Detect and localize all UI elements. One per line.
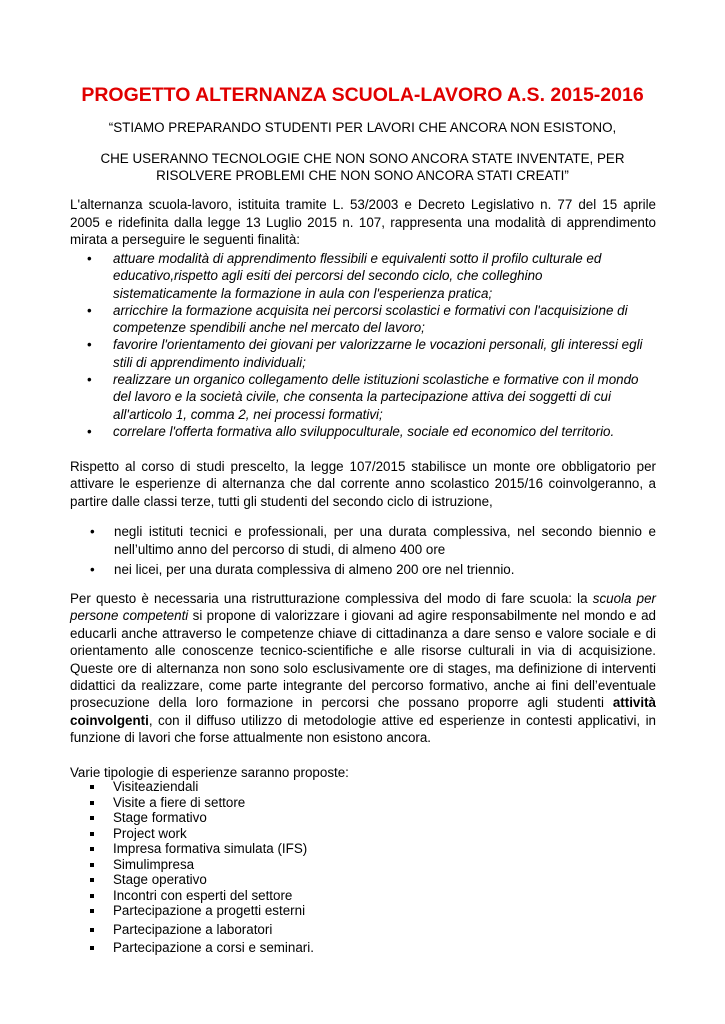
text-span: Per questo è necessaria una ristrutturazione complessiva del modo di fare scuola: la bbox=[70, 591, 593, 606]
approach-paragraph bbox=[70, 590, 656, 747]
quote-line-1: “STIAMO PREPARANDO STUDENTI PER LAVORI CHE ANCORA NON ESISTONO, bbox=[108, 120, 617, 135]
list-item: • realizzare un organico collegamento delle istituzioni scolastiche e formative con il mondo del lavoro e la società civile, che consenta la partecipazione attiva dei soggetti di cui all'articolo 1, comma 2, nei processi formativi; bbox=[87, 371, 647, 423]
list-item: Incontri con esperti del settore bbox=[88, 888, 648, 904]
list-item: Partecipazione a laboratori bbox=[88, 922, 648, 938]
list-item: • attuare modalità di apprendimento flessibili e equivalenti sotto il profilo culturale ed educativo,rispetto agli esiti dei percorsi del secondo ciclo, che colleghino sistematicamente la formazione in aula con l'esperienza pratica; bbox=[87, 250, 647, 302]
list-item: Simulimpresa bbox=[88, 857, 648, 873]
list-item: • correlare l'offerta formativa allo sviluppoculturale, sociale ed economico del territorio. bbox=[87, 423, 647, 440]
list-item: Partecipazione a corsi e seminari. bbox=[88, 940, 648, 956]
experiences-list bbox=[88, 779, 648, 956]
document-title: PROGETTO ALTERNANZA SCUOLA-LAVORO A.S. 2015-2016 bbox=[81, 84, 644, 106]
intro-paragraph: L'alternanza scuola-lavoro, istituita tramite L. 53/2003 e Decreto Legislativo n. 77 del 15 aprile 2005 e ridefinita dalla legge 13 Luglio 2015 n. 107, rappresenta una modalità di apprendimento mirata a perseguire le seguenti finalità: bbox=[70, 197, 656, 248]
text-span: si propone di valorizzare i giovani ad agire responsabilmente nel mondo e ad educarli anche attraverso le competenze chiave di cittadinanza a dare senso e valore sociale e di orientamento alle conoscenze tecnico-scientifiche e alle risorse culturali in via di acquisizione. Queste ore di alternanza non sono solo esclusivamente ore di stages, ma definizione di interventi didattici da realizzare, come parte integrante del percorso formativo, anche ai fini dell’eventuale prosecuzione della loro formazione in percorsi che possano proporre agli studenti bbox=[70, 608, 656, 711]
italic-phrase: scuola per persone competenti bbox=[70, 591, 656, 624]
list-item: • arricchire la formazione acquisita nei percorsi scolastici e formativi con l'acquisizione di competenze spendibili anche nel mercato del lavoro; bbox=[87, 302, 647, 337]
list-item: Partecipazione a progetti esterni bbox=[88, 903, 648, 919]
experiences-intro: Varie tipologie di esperienze saranno proposte: bbox=[70, 765, 349, 780]
hours-list bbox=[88, 523, 656, 579]
list-item: • negli istituti tecnici e professionali, per una durata complessiva, nel secondo biennio e nell’ultimo anno del percorso di studi, di almeno 400 ore bbox=[88, 523, 656, 558]
list-item: • favorire l'orientamento dei giovani per valorizzarne le vocazioni personali, gli interessi egli stili di apprendimento individuali; bbox=[87, 336, 647, 371]
hours-paragraph: Rispetto al corso di studi prescelto, la legge 107/2015 stabilisce un monte ore obbligatorio per attivare le esperienze di alternanza che dal corrente anno scolastico 2015/16 coinvolgeranno, a partire dalle classi terze, tutti gli studenti del secondo ciclo di istruzione, bbox=[70, 459, 656, 509]
list-item: Stage operativo bbox=[88, 872, 648, 888]
text-span: , con il diffuso utilizzo di metodologie attive ed esperienze in contesti applicativi, in funzione di lavori che forse attualmente non esistono ancora. bbox=[70, 712, 656, 746]
list-item: Project work bbox=[88, 826, 648, 842]
list-item: Impresa formativa simulata (IFS) bbox=[88, 841, 648, 857]
bold-phrase: attività coinvolgenti bbox=[70, 695, 656, 728]
list-item: Stage formativo bbox=[88, 810, 648, 826]
quote-line-2: CHE USERANNO TECNOLOGIE CHE NON SONO ANCORA STATE INVENTATE, PER RISOLVERE PROBLEMI CHE NON SONO ANCORA STATI CREATI” bbox=[100, 151, 625, 183]
list-item: Visiteaziendali bbox=[88, 779, 648, 795]
list-item: Visite a fiere di settore bbox=[88, 795, 648, 811]
list-item: • nei licei, per una durata complessiva di almeno 200 ore nel triennio. bbox=[88, 561, 656, 579]
goals-list bbox=[87, 250, 647, 440]
